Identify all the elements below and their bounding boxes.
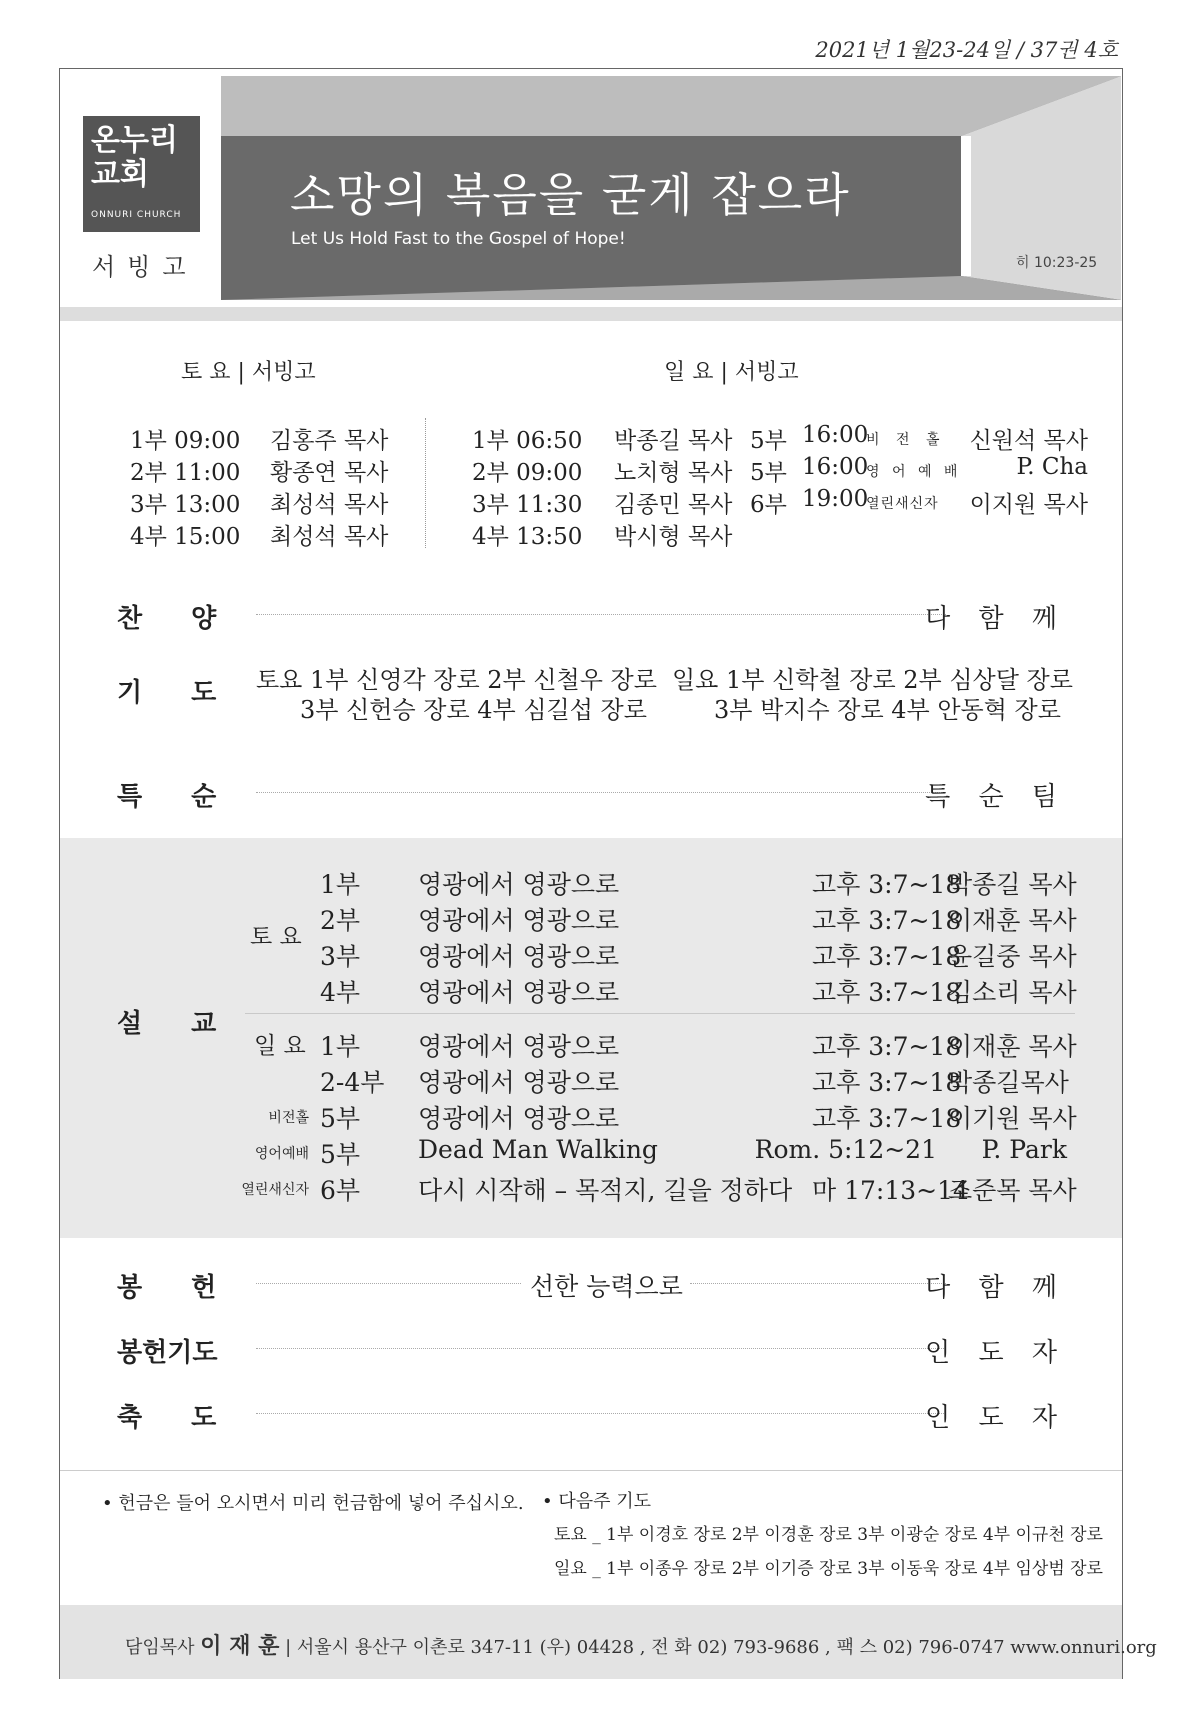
- sat-pastor-3: 최성석 목사: [270, 492, 389, 518]
- special-label: 특 순: [117, 782, 217, 812]
- sermon-sun-4-ref: Rom. 5:12~21: [754, 1135, 937, 1164]
- offering-note: • 헌금은 들어 오시면서 미리 헌금함에 넣어 주십시오.: [102, 1493, 524, 1514]
- sermon-sat-3-pastor: 윤길중 목사: [948, 942, 1077, 971]
- sermon-sat-3-title: 영광에서 영광으로: [418, 942, 620, 971]
- sun-service-1: 1부 06:50: [472, 428, 583, 454]
- sat-pastor-2: 황종연 목사: [270, 460, 389, 486]
- sermon-label: 설 교: [117, 1009, 217, 1039]
- offering-song: 선한 능력으로: [530, 1272, 683, 1301]
- sun-pastor-4: 박시형 목사: [614, 524, 733, 550]
- extra-service-1-time: 16:00: [802, 422, 869, 448]
- sermon-sat-4-title: 영광에서 영광으로: [418, 978, 620, 1007]
- sermon-sun-5-title: 다시 시작해 – 목적지, 길을 정하다: [418, 1176, 793, 1205]
- sermon-sun-5-ref: 마 17:13~14: [812, 1176, 969, 1205]
- schedule-divider: [425, 418, 426, 548]
- sermon-sun-1-ref: 고후 3:7~18: [812, 1032, 962, 1061]
- prayer-sat-line2: 3부 신헌승 장로 4부 심길섭 장로: [300, 696, 647, 724]
- sat-pastor-4: 최성석 목사: [270, 524, 389, 550]
- sermon-sun-3-pastor: 이기원 목사: [948, 1104, 1077, 1133]
- extra-service-1-part: 5부: [750, 428, 787, 454]
- extra-service-2-time: 16:00: [802, 454, 869, 480]
- saturday-schedule-header: 토 요 | 서빙고: [181, 360, 316, 385]
- next-prayer-title: • 다음주 기도: [542, 1491, 652, 1512]
- extra-service-2-pastor: P. Cha: [1016, 454, 1088, 480]
- logo-line1: 온누리: [91, 123, 178, 158]
- sermon-sat-2-title: 영광에서 영광으로: [418, 906, 620, 935]
- sermon-sat-4-pastor: 김소리 목사: [948, 978, 1077, 1007]
- prayer-label: 기 도: [117, 678, 217, 708]
- sermon-sat-3-ref: 고후 3:7~18: [812, 942, 962, 971]
- sermon-sat-4-part: 4부: [320, 978, 361, 1007]
- sermon-sun-2-part: 2-4부: [320, 1068, 385, 1097]
- sat-service-1: 1부 09:00: [130, 428, 241, 454]
- sermon-theme-subtitle: Let Us Hold Fast to the Gospel of Hope!: [291, 229, 626, 249]
- sat-service-2: 2부 11:00: [130, 460, 241, 486]
- sermon-sun-1-title: 영광에서 영광으로: [418, 1032, 620, 1061]
- sun-service-3: 3부 11:30: [472, 492, 583, 518]
- prayer-sun-line1: 일요 1부 신학철 장로 2부 심상달 장로: [672, 666, 1073, 694]
- sermon-divider: [245, 1013, 1075, 1014]
- sermon-sun-4-title: Dead Man Walking: [418, 1135, 658, 1164]
- sermon-sun-2-pastor: 박종길목사: [948, 1068, 1069, 1097]
- sermon-sat-1-part: 1부: [320, 870, 361, 899]
- prayer-sun-line2: 3부 박지수 장로 4부 안동혁 장로: [714, 696, 1061, 724]
- sermon-sun-4-pastor: P. Park: [981, 1135, 1067, 1164]
- sermon-sun-4-part: 5부: [320, 1140, 361, 1169]
- header: [60, 69, 1122, 307]
- extra-service-1-pastor: 신원석 목사: [969, 428, 1088, 454]
- special-right: 특 순 팀: [925, 782, 1067, 812]
- sermon-sun-2-title: 영광에서 영광으로: [418, 1068, 620, 1097]
- sermon-sun-1-part: 1부: [320, 1032, 361, 1061]
- extra-service-2-part: 5부: [750, 460, 787, 486]
- sermon-sun-3-ref: 고후 3:7~18: [812, 1104, 962, 1133]
- sermon-theme-title: 소망의 복음을 굳게 잡으라: [290, 168, 851, 222]
- benediction-right: 인 도 자: [925, 1403, 1067, 1433]
- praise-leader-dots: [256, 614, 946, 615]
- prayer-sat-line1: 토요 1부 신영각 장로 2부 신철우 장로: [256, 666, 657, 694]
- sat-pastor-1: 김홍주 목사: [270, 428, 389, 454]
- sun-service-4: 4부 13:50: [472, 524, 583, 550]
- extra-service-3-part: 6부: [750, 492, 787, 518]
- sun-pastor-3: 김종민 목사: [614, 492, 733, 518]
- logo-en: ONNURI CHURCH: [91, 210, 182, 220]
- offering-prayer-dots: [256, 1348, 946, 1349]
- sat-service-4: 4부 15:00: [130, 524, 241, 550]
- church-logo: [83, 116, 200, 232]
- notes-divider: [60, 1470, 1122, 1471]
- logo-line2: 교회: [91, 157, 149, 192]
- next-prayer-sat: 토요 _ 1부 이경호 장로 2부 이경훈 장로 3부 이광순 장로 4부 이규천 장로: [554, 1525, 1103, 1545]
- bulletin-date: 2021년 1월23-24일 / 37권 4호: [815, 38, 1118, 62]
- praise-label: 찬 양: [117, 604, 217, 634]
- sermon-sat-label: 토 요: [250, 924, 302, 950]
- offering-right: 다 함 께: [925, 1273, 1067, 1303]
- sermon-sun-3-tag: 비전홀: [268, 1110, 309, 1126]
- sermon-sat-2-pastor: 이재훈 목사: [948, 906, 1077, 935]
- sermon-sun-1-pastor: 이재훈 목사: [948, 1032, 1077, 1061]
- extra-service-3-pastor: 이지원 목사: [969, 492, 1088, 518]
- footer-info: | 서울시 용산구 이촌로 347-11 (우) 04428 , 전 화 02) 793-9686 , 팩 스 02) 796-0747 www.onnuri.org: [285, 1637, 1157, 1658]
- sun-pastor-2: 노치형 목사: [614, 460, 733, 486]
- offering-prayer-right: 인 도 자: [925, 1338, 1067, 1368]
- sermon-sat-1-pastor: 박종길 목사: [948, 870, 1077, 899]
- footer: [125, 1629, 1157, 1660]
- sermon-sat-1-ref: 고후 3:7~18: [812, 870, 962, 899]
- benediction-dots: [256, 1413, 946, 1414]
- theme-verse: 히 10:23-25: [1016, 255, 1098, 271]
- sun-pastor-1: 박종길 목사: [614, 428, 733, 454]
- offering-dots-left: [256, 1283, 521, 1284]
- footer-role: 담임목사: [125, 1637, 195, 1658]
- benediction-label: 축 도: [117, 1403, 217, 1433]
- sermon-sat-3-part: 3부: [320, 942, 361, 971]
- sermon-sun-5-part: 6부: [320, 1176, 361, 1205]
- special-leader-dots: [256, 792, 946, 793]
- sat-service-3: 3부 13:00: [130, 492, 241, 518]
- extra-service-2-note: 영 어 예 배: [866, 464, 962, 480]
- sun-service-2: 2부 09:00: [472, 460, 583, 486]
- sermon-sat-2-part: 2부: [320, 906, 361, 935]
- offering-prayer-label: 봉헌기도: [117, 1338, 218, 1368]
- sermon-sat-4-ref: 고후 3:7~18: [812, 978, 962, 1007]
- header-divider-band: [60, 307, 1122, 321]
- praise-right: 다 함 께: [925, 604, 1067, 634]
- sermon-sat-2-ref: 고후 3:7~18: [812, 906, 962, 935]
- next-prayer-sun: 일요 _ 1부 이종우 장로 2부 이기증 장로 3부 이동욱 장로 4부 임상범 장로: [554, 1559, 1103, 1579]
- extra-service-3-note: 열린새신자: [866, 496, 939, 512]
- sermon-sun-5-pastor: 조준목 목사: [948, 1176, 1077, 1205]
- sermon-sun-4-tag: 영어예배: [254, 1146, 309, 1162]
- campus-name: 서빙고: [92, 253, 198, 281]
- extra-service-1-note: 비 전 홀: [866, 432, 946, 448]
- sermon-sun-label: 일 요: [254, 1033, 306, 1059]
- sunday-schedule-header: 일 요 | 서빙고: [664, 360, 799, 385]
- sermon-sun-5-tag: 열린새신자: [241, 1182, 309, 1198]
- sermon-sun-3-part: 5부: [320, 1104, 361, 1133]
- offering-dots-right: [690, 1283, 946, 1284]
- footer-pastor-name: 이 재 훈: [200, 1633, 280, 1659]
- sermon-sat-1-title: 영광에서 영광으로: [418, 870, 620, 899]
- sermon-sun-2-ref: 고후 3:7~18: [812, 1068, 962, 1097]
- sermon-sun-3-title: 영광에서 영광으로: [418, 1104, 620, 1133]
- offering-label: 봉 헌: [117, 1273, 217, 1303]
- extra-service-3-time: 19:00: [802, 486, 869, 512]
